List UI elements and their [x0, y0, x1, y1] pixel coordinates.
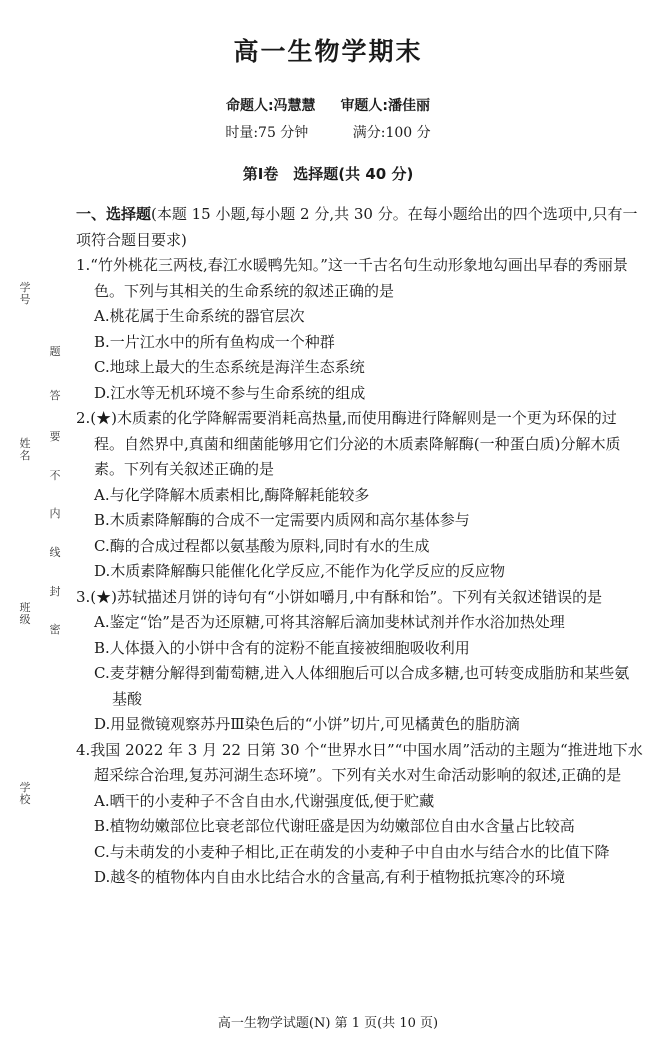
time-limit: 时量:75 分钟	[225, 125, 309, 141]
option: A.与化学降解木质素相比,酶降解耗能较多	[94, 485, 370, 504]
option: D.用显微镜观察苏丹Ⅲ染色后的“小饼”切片,可见橘黄色的脂肪滴	[94, 715, 520, 733]
option: C.与未萌发的小麦种子相比,正在萌发的小麦种子中自由水与结合水的比值下降	[94, 842, 610, 861]
seal-char: 密	[49, 623, 61, 636]
question-stem: 3.(★)苏轼描述月饼的诗句有“小饼如嚼月,中有酥和饴”。下列有关叙述错误的是	[76, 587, 603, 606]
option: C.麦芽糖分解得到葡萄糖,进入人体细胞后可以合成多糖,也可转变成脂肪和某些氨基酸	[94, 664, 630, 708]
student-id-label: 学号	[19, 281, 31, 306]
option: B.木质素降解酶的合成不一定需要内质网和高尔基体参与	[94, 511, 470, 529]
section-heading: 第Ⅰ卷 选择题(共 40 分)	[242, 165, 414, 183]
option: A.桃花属于生命系统的器官层次	[94, 307, 305, 325]
seal-char: 要	[49, 430, 61, 443]
question-content	[76, 202, 644, 891]
page-title: 高一生物学期末	[233, 37, 423, 66]
option: B.人体摄入的小饼中含有的淀粉不能直接被细胞吸收利用	[94, 638, 470, 657]
full-score: 满分:100 分	[352, 125, 431, 141]
reviewer: 审题人:潘佳丽	[340, 98, 431, 114]
author: 命题人:冯慧慧	[225, 98, 316, 114]
intro-text: (本题 15 小题,每小题 2 分,共 30 分。在每小题给出的四个选项中,只有一项符合题目要求)	[76, 205, 638, 249]
authors-line	[0, 95, 656, 115]
option: D.越冬的植物体内自由水比结合水的含量高,有利于植物抵抗寒冷的环境	[94, 868, 566, 886]
option: D.江水等无机环境不参与生命系统的组成	[94, 383, 366, 402]
question-stem: 2.(★)木质素的化学降解需要消耗高热量,而使用酶进行降解则是一个更为环保的过程。自然界中,真菌和细菌能够用它们分泌的木质素降解酶(一种蛋白质)分解木质素。下列有关叙述正确的是	[76, 409, 621, 478]
name-label: 姓名	[19, 437, 31, 462]
seal-char: 封	[49, 585, 61, 598]
option: C.酶的合成过程都以氨基酸为原料,同时有水的生成	[94, 536, 430, 555]
option: B.一片江水中的所有鱼构成一个种群	[94, 332, 335, 351]
exam-info	[0, 122, 656, 142]
intro-label: 一、选择题	[76, 205, 152, 223]
option: A.晒干的小麦种子不含自由水,代谢强度低,便于贮藏	[94, 791, 435, 810]
seal-char: 题	[49, 345, 61, 358]
option: C.地球上最大的生态系统是海洋生态系统	[94, 358, 365, 376]
page-footer: 高一生物学试题(N) 第 1 页(共 10 页)	[217, 1016, 439, 1031]
school-label: 学校	[19, 781, 31, 806]
seal-char: 不	[49, 469, 61, 482]
seal-char: 内	[49, 507, 61, 520]
seal-char: 答	[49, 389, 61, 402]
question-stem: 1.“竹外桃花三两枝,春江水暖鸭先知。”这一千古名句生动形象地勾画出早春的秀丽景色。下列与其相关的生命系统的叙述正确的是	[76, 256, 628, 300]
seal-char: 线	[49, 546, 61, 559]
option: D.木质素降解酶只能催化化学反应,不能作为化学反应的反应物	[94, 562, 506, 580]
option: B.植物幼嫩部位比衰老部位代谢旺盛是因为幼嫩部位自由水含量占比较高	[94, 817, 575, 835]
intro	[76, 202, 644, 253]
question-stem: 4.我国 2022 年 3 月 22 日第 30 个“世界水日”“中国水周”活动的主题为“推进地下水超采综合治理,复苏河湖生态环境”。下列有关水对生命活动影响的叙述,正确的是	[76, 740, 643, 784]
class-label: 班级	[19, 601, 31, 626]
option: A.鉴定“饴”是否为还原糖,可将其溶解后滴加斐林试剂并作水浴加热处理	[94, 613, 565, 631]
